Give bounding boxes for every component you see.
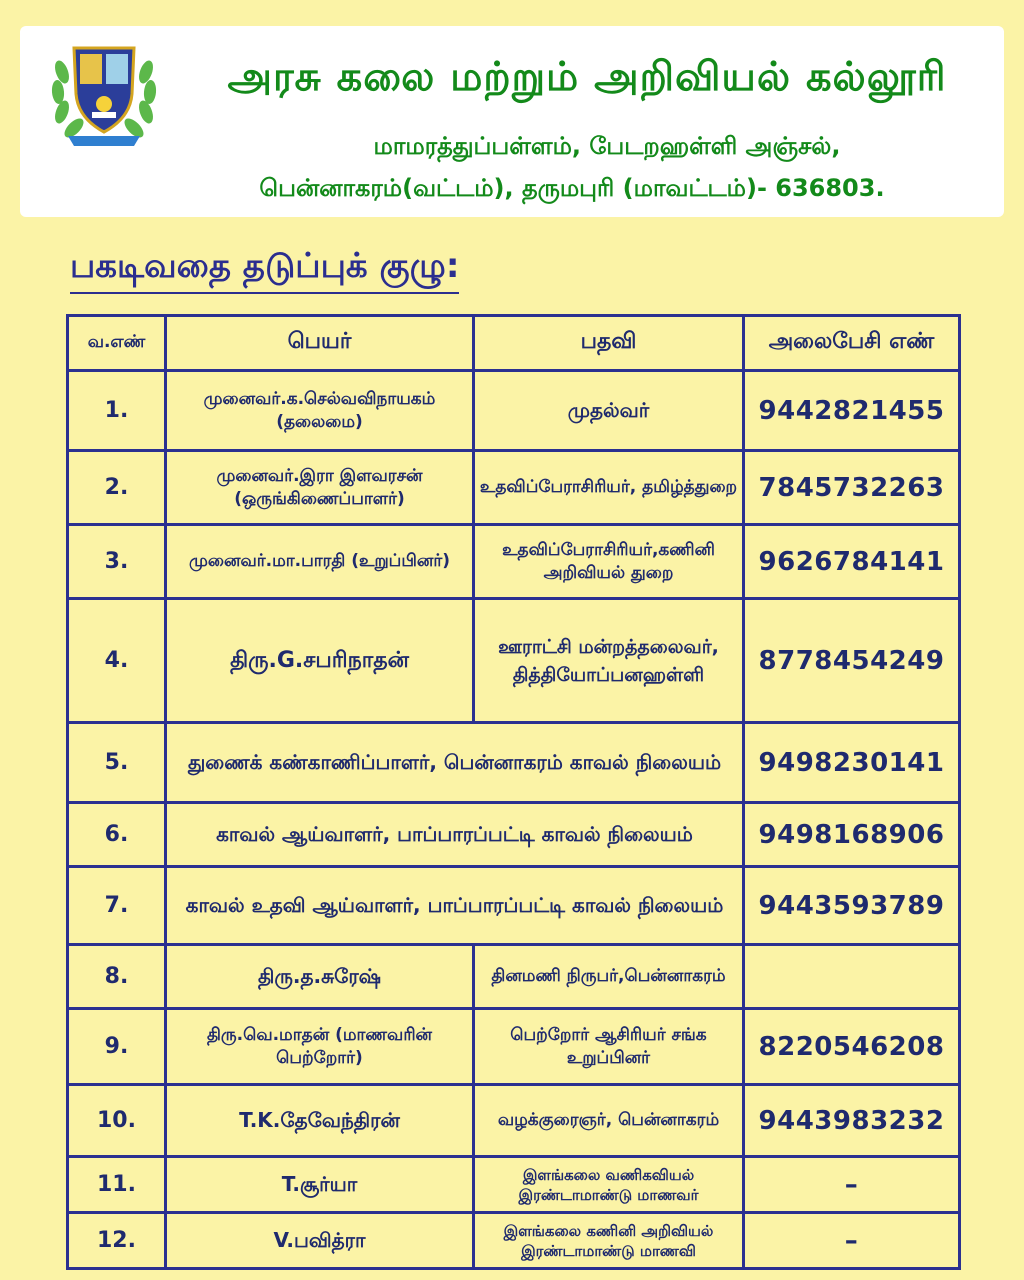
column-header-phone: அலைபேசி எண்: [744, 316, 960, 371]
member-position: உதவிப்பேராசிரியர்,கணினி அறிவியல் துறை: [474, 525, 744, 599]
member-phone: 9442821455: [744, 371, 960, 451]
table-row: [68, 371, 960, 451]
member-position: உதவிப்பேராசிரியர், தமிழ்த்துறை: [474, 451, 744, 525]
table-row: [68, 803, 960, 867]
address-line-1: மாமரத்துப்பள்ளம், பேடறஹள்ளி அஞ்சல்,: [373, 132, 841, 160]
member-phone: 9443593789: [744, 867, 960, 945]
row-number: 1.: [68, 371, 166, 451]
member-name: திரு.த.சுரேஷ்: [166, 945, 474, 1009]
table-row: [68, 1009, 960, 1085]
row-number: 6.: [68, 803, 166, 867]
row-number: 12.: [68, 1213, 166, 1269]
member-name: துணைக் கண்காணிப்பாளர், பென்னாகரம் காவல் நிலையம்: [166, 723, 744, 803]
member-phone: –: [744, 1157, 960, 1213]
table-row: [68, 1085, 960, 1157]
member-name: முனைவர்.மா.பாரதி (உறுப்பினர்): [166, 525, 474, 599]
member-position: முதல்வர்: [474, 371, 744, 451]
table-header-row: [68, 316, 960, 371]
member-phone: [744, 945, 960, 1009]
member-name: காவல் ஆய்வாளர், பாப்பாரப்பட்டி காவல் நிலையம்: [166, 803, 744, 867]
member-name: V.பவித்ரா: [166, 1213, 474, 1269]
row-number: 10.: [68, 1085, 166, 1157]
member-name: திரு.G.சபரிநாதன்: [166, 599, 474, 723]
member-position: பெற்றோர் ஆசிரியர் சங்க உறுப்பினர்: [474, 1009, 744, 1085]
row-number: 5.: [68, 723, 166, 803]
member-phone: 9626784141: [744, 525, 960, 599]
table-row: [68, 1157, 960, 1213]
table-row: [68, 451, 960, 525]
member-name: காவல் உதவி ஆய்வாளர், பாப்பாரப்பட்டி காவல் நிலையம்: [166, 867, 744, 945]
member-phone: 9443983232: [744, 1085, 960, 1157]
table-row: [68, 599, 960, 723]
column-header-serial: வ.எண்: [68, 316, 166, 371]
row-number: 11.: [68, 1157, 166, 1213]
column-header-name: பெயர்: [166, 316, 474, 371]
table-row: [68, 945, 960, 1009]
row-number: 8.: [68, 945, 166, 1009]
member-position: இளங்கலை வணிகவியல் இரண்டாமாண்டு மாணவர்: [474, 1157, 744, 1213]
member-name: T.K.தேவேந்திரன்: [166, 1085, 474, 1157]
address-line-2: பென்னாகரம்(வட்டம்), தருமபுரி (மாவட்டம்)- 636803.: [259, 174, 885, 202]
table-row: [68, 1213, 960, 1269]
member-phone: –: [744, 1213, 960, 1269]
row-number: 2.: [68, 451, 166, 525]
member-name: முனைவர்.இரா இளவரசன் (ஒருங்கிணைப்பாளர்): [166, 451, 474, 525]
row-number: 3.: [68, 525, 166, 599]
row-number: 7.: [68, 867, 166, 945]
committee-table: [66, 314, 961, 1270]
member-position: வழக்குரைஞர், பென்னாகரம்: [474, 1085, 744, 1157]
college-header: [20, 26, 1004, 217]
member-phone: 7845732263: [744, 451, 960, 525]
member-position: தினமணி நிருபர்,பென்னாகரம்: [474, 945, 744, 1009]
college-name: அரசு கலை மற்றும் அறிவியல் கல்லூரி: [227, 54, 947, 100]
member-name: T.சூர்யா: [166, 1157, 474, 1213]
table-row: [68, 867, 960, 945]
row-number: 4.: [68, 599, 166, 723]
member-phone: 8778454249: [744, 599, 960, 723]
member-name: முனைவர்.க.செல்வவிநாயகம் (தலைமை): [166, 371, 474, 451]
column-header-position: பதவி: [474, 316, 744, 371]
table-row: [68, 525, 960, 599]
row-number: 9.: [68, 1009, 166, 1085]
member-position: இளங்கலை கணினி அறிவியல் இரண்டாமாண்டு மாணவி: [474, 1213, 744, 1269]
member-phone: 8220546208: [744, 1009, 960, 1085]
committee-title: பகடிவதை தடுப்புக் குழு:: [70, 246, 459, 294]
table-row: [68, 723, 960, 803]
member-phone: 9498168906: [744, 803, 960, 867]
member-position: ஊராட்சி மன்றத்தலைவர், தித்தியோப்பனஹள்ளி: [474, 599, 744, 723]
member-name: திரு.வெ.மாதன் (மாணவரின் பெற்றோர்): [166, 1009, 474, 1085]
member-phone: 9498230141: [744, 723, 960, 803]
